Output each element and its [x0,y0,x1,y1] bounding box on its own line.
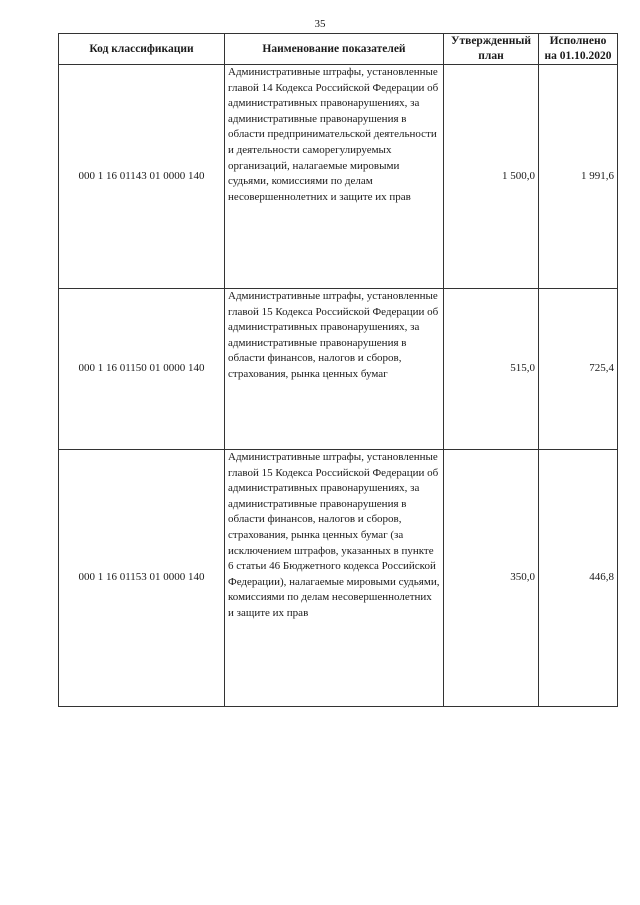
executed-value: 1 991,6 [539,65,618,289]
table-header-row [59,34,618,65]
classification-code: 000 1 16 01143 01 0000 140 [59,65,225,289]
executed-value: 725,4 [539,289,618,450]
table-row [59,65,618,289]
header-name: Наименование показателей [225,34,444,65]
classification-code: 000 1 16 01150 01 0000 140 [59,289,225,450]
header-code: Код классификации [59,34,225,65]
approved-plan-value: 515,0 [444,289,539,450]
table-row [59,450,618,707]
executed-value: 446,8 [539,450,618,707]
indicator-name: Административные штрафы, установленные главой 15 Кодекса Российской Федерации об административных правонарушениях, за административные правонарушения в области финансов, налогов и сборов, страхования, рынка ценных бумаг [225,289,444,450]
indicator-name: Административные штрафы, установленные главой 15 Кодекса Российской Федерации об административных правонарушениях, за административные правонарушения в области финансов, налогов и сборов, страхования, рынка ценных бумаг (за исключением штрафов, указанных в пункте 6 статьи 46 Бюджетного кодекса Российской Федерации), налагаемые мировыми судьями, комиссиями по делам несовершеннолетних и защите их прав [225,450,444,707]
approved-plan-value: 1 500,0 [444,65,539,289]
budget-table [58,33,618,707]
approved-plan-value: 350,0 [444,450,539,707]
indicator-name: Административные штрафы, установленные главой 14 Кодекса Российской Федерации об административных правонарушениях, за административные правонарушения в области предпринимательской деятельности и деятельности саморегулируемых организаций, налагаемые мировыми судьями, комиссиями по делам несовершеннолетних и защите их прав [225,65,444,289]
page-number: 35 [314,18,326,30]
header-done: Исполнено на 01.10.2020 [539,34,618,65]
table-row [59,289,618,450]
classification-code: 000 1 16 01153 01 0000 140 [59,450,225,707]
header-plan: Утвержденный план [444,34,539,65]
